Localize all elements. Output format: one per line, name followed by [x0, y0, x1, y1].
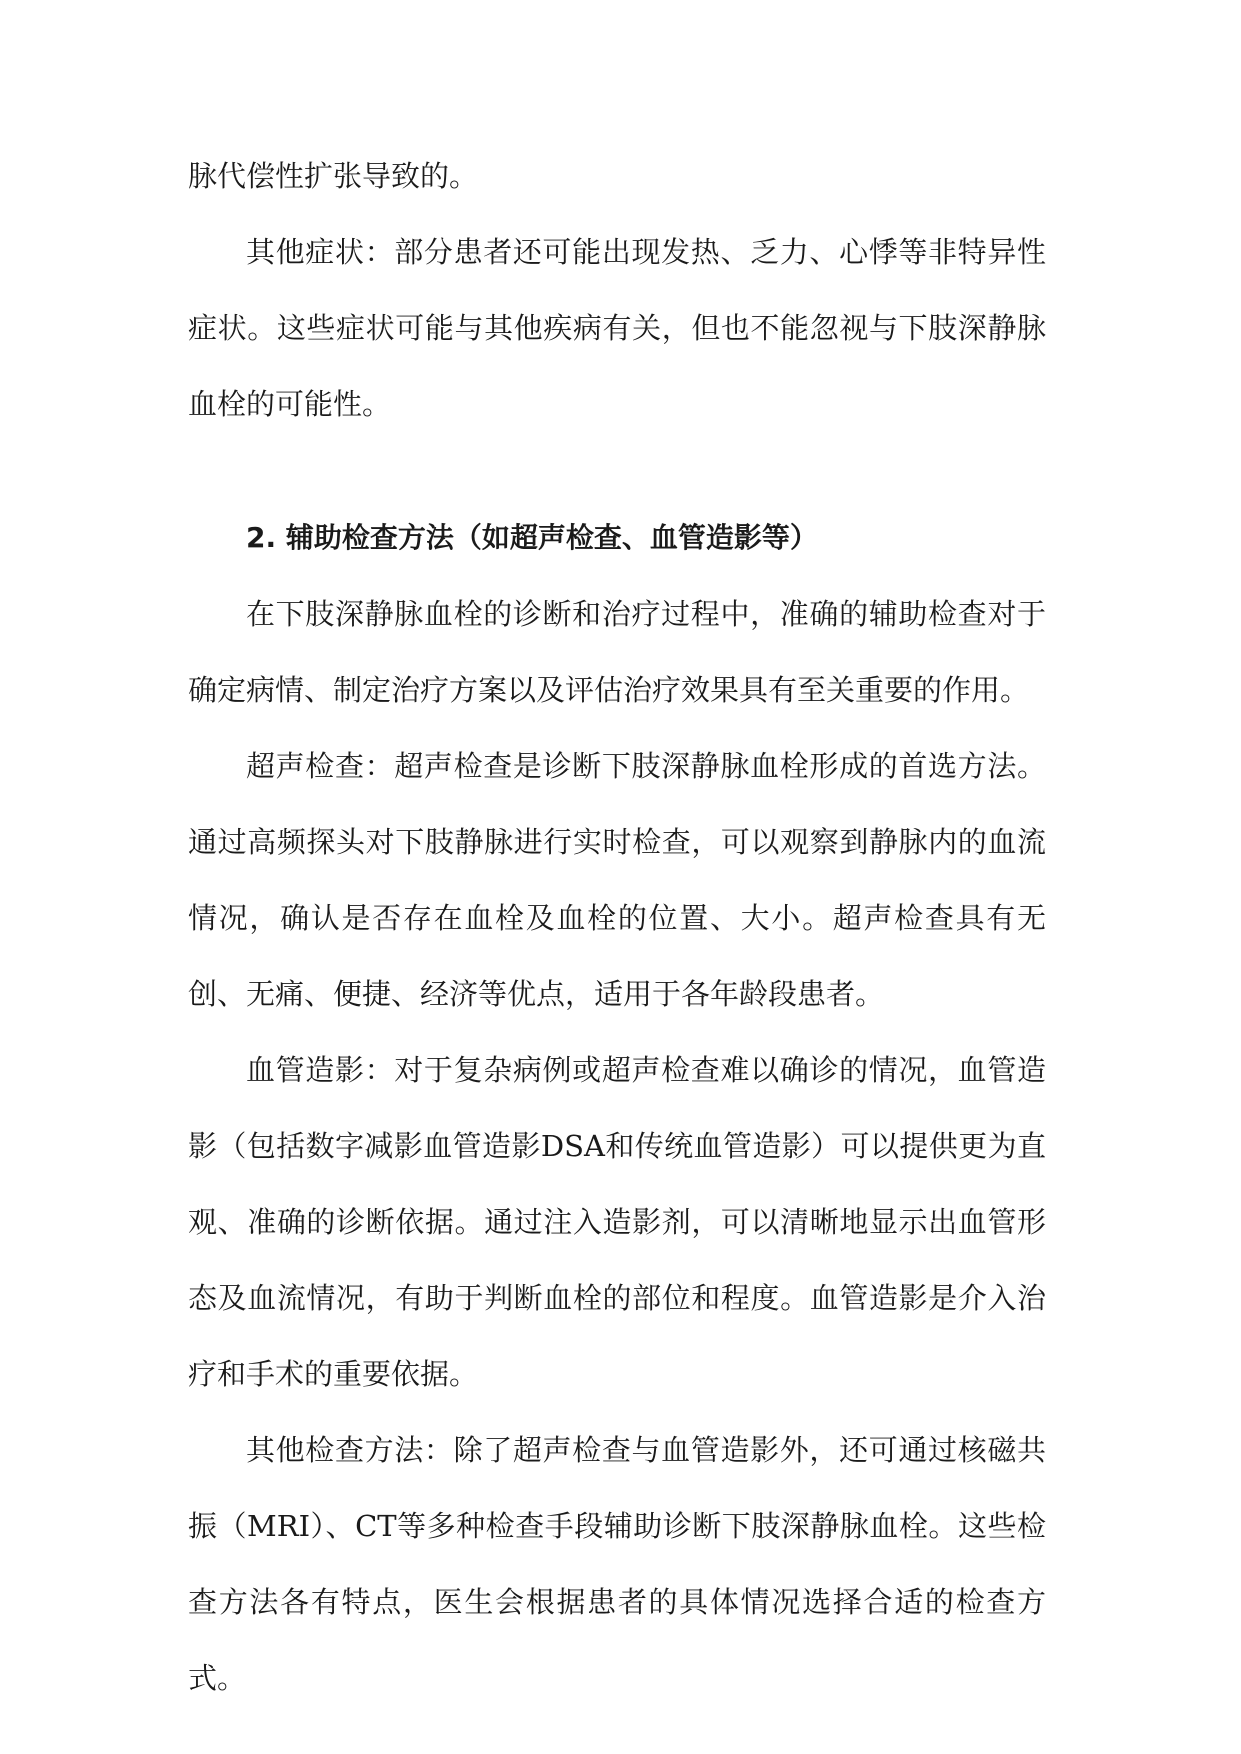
- paragraph-angiography: 血管造影：对于复杂病例或超声检查难以确诊的情况，血管造影（包括数字减影血管造影DSA和传统血管造影）可以提供更为直观、准确的诊断依据。通过注入造影剂，可以清晰地显示出血管形态及血流情况，有助于判断血栓的部位和程度。血管造影是介入治疗和手术的重要依据。: [188, 1053, 1046, 1391]
- paragraph-other-methods: 其他检查方法：除了超声检查与血管造影外，还可通过核磁共振（MRI）、CT等多种检查手段辅助诊断下肢深静脉血栓。这些检查方法各有特点，医生会根据患者的具体情况选择合适的检查方式。: [188, 1433, 1046, 1695]
- document-body: [188, 138, 1046, 1716]
- paragraph-continuation: 脉代偿性扩张导致的。: [188, 159, 479, 193]
- paragraph-ultrasound: 超声检查：超声检查是诊断下肢深静脉血栓形成的首选方法。通过高频探头对下肢静脉进行实时检查，可以观察到静脉内的血流情况，确认是否存在血栓及血栓的位置、大小。超声检查具有无创、无痛、便捷、经济等优点，适用于各年龄段患者。: [188, 749, 1046, 1011]
- paragraph-intro: 在下肢深静脉血栓的诊断和治疗过程中，准确的辅助检查对于确定病情、制定治疗方案以及评估治疗效果具有至关重要的作用。: [188, 597, 1046, 707]
- section-heading: 2. 辅助检查方法（如超声检查、血管造影等）: [246, 521, 818, 554]
- paragraph-other-symptoms: 其他症状：部分患者还可能出现发热、乏力、心悸等非特异性症状。这些症状可能与其他疾病有关，但也不能忽视与下肢深静脉血栓的可能性。: [188, 235, 1046, 421]
